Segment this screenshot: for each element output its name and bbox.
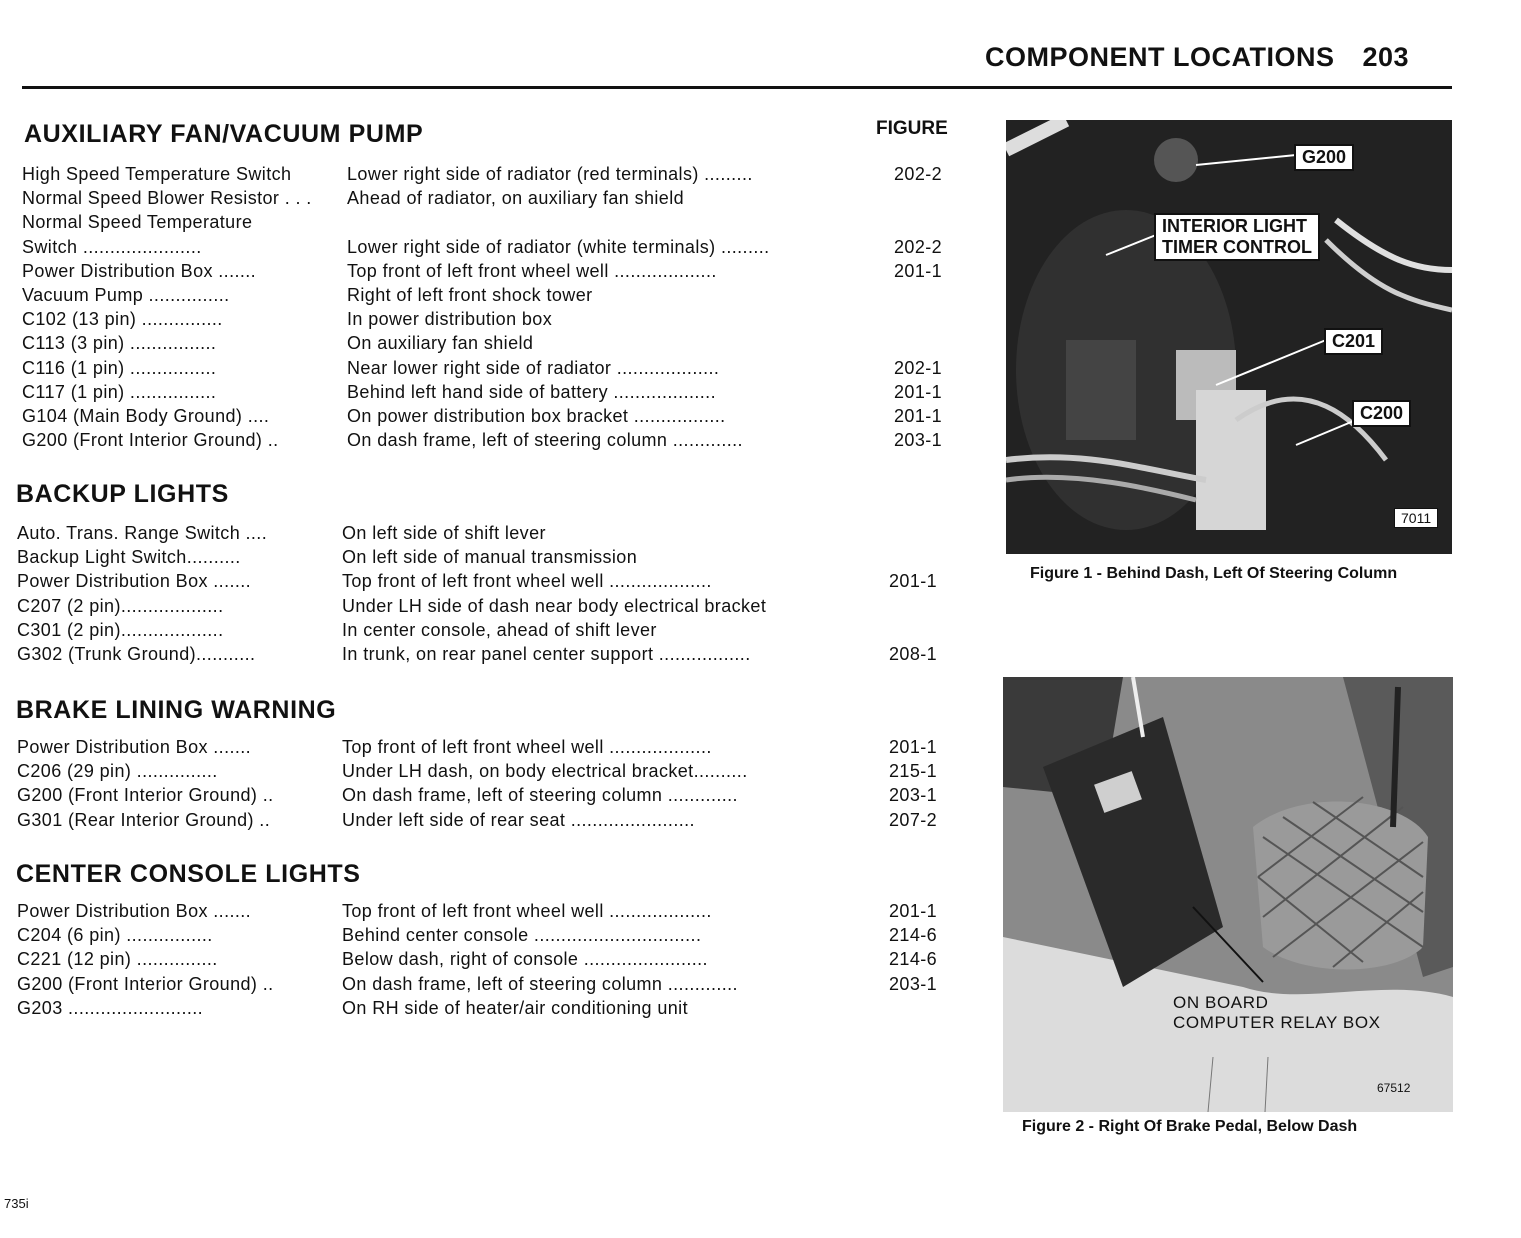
component-name: G200 (Front Interior Ground) .. (17, 785, 274, 806)
component-location: Ahead of radiator, on auxiliary fan shield (347, 188, 685, 209)
component-name: C301 (2 pin)................... (17, 619, 224, 640)
page-title: COMPONENT LOCATIONS (985, 42, 1335, 72)
figure-ref: 202-2 (894, 164, 943, 184)
component-location: On left side of manual transmission (342, 547, 638, 568)
component-location: Below dash, right of console ....................... (342, 949, 708, 970)
component-location: In power distribution box (347, 309, 553, 330)
component-location: On RH side of heater/air conditioning unit (342, 997, 688, 1018)
callout-computer-relay-box-line2: COMPUTER RELAY BOX (1173, 1013, 1381, 1032)
component-location: On left side of shift lever (342, 523, 546, 543)
component-location: Under left side of rear seat ....................... (342, 809, 695, 830)
component-name: Switch ...................... (22, 236, 202, 257)
table-row (17, 759, 957, 783)
callout-computer-relay-box (1173, 993, 1381, 1033)
component-location: Right of left front shock tower (347, 285, 593, 305)
table-row (22, 307, 962, 331)
table-row (17, 569, 957, 593)
callout-g200: G200 (1294, 144, 1354, 171)
callout-interior-light-line1: INTERIOR LIGHT (1162, 216, 1307, 236)
component-location: Top front of left front wheel well ................... (342, 571, 712, 592)
component-name: Backup Light Switch.......... (17, 547, 241, 568)
component-location: Behind center console ............................... (342, 925, 702, 946)
callout-c200: C200 (1352, 400, 1411, 427)
component-location: On dash frame, left of steering column ............. (347, 430, 743, 451)
figure-ref: 214-6 (889, 949, 938, 970)
table-row (22, 235, 962, 259)
header-rule (22, 86, 1452, 89)
figure-2-photo (1003, 677, 1453, 1112)
table-row (17, 642, 957, 666)
component-name: C116 (1 pin) ................ (22, 357, 217, 378)
table-row (22, 331, 962, 355)
component-location: On power distribution box bracket ................. (347, 406, 726, 426)
component-name: C102 (13 pin) ............... (22, 309, 223, 330)
component-location: Top front of left front wheel well ................... (347, 260, 717, 281)
component-location: Top front of left front wheel well ................... (342, 737, 712, 757)
table-row (22, 356, 962, 380)
figure-ref: 214-6 (889, 925, 938, 946)
table-row (17, 972, 957, 996)
figure-ref: 201-1 (889, 737, 938, 757)
table-row (22, 259, 962, 283)
component-name: Power Distribution Box ....... (22, 260, 257, 281)
page-header (985, 42, 1409, 73)
figure-ref: 202-1 (894, 357, 943, 378)
component-location: Top front of left front wheel well ................... (342, 901, 712, 921)
component-location: Under LH side of dash near body electrical bracket (342, 595, 767, 616)
component-location: Under LH dash, on body electrical bracket.......... (342, 761, 748, 782)
table-row (17, 808, 957, 832)
component-name: Auto. Trans. Range Switch .... (17, 523, 268, 543)
section-title-center-console: CENTER CONSOLE LIGHTS (16, 860, 361, 888)
component-name: C206 (29 pin) ............... (17, 761, 218, 782)
figure-ref: 201-1 (894, 260, 943, 281)
table-row (22, 404, 962, 428)
section-title-auxiliary-fan: AUXILIARY FAN/VACUUM PUMP (24, 120, 424, 148)
table-row (17, 923, 957, 947)
figure-1-caption: Figure 1 - Behind Dash, Left Of Steering Column (1030, 565, 1398, 582)
table-row (17, 618, 957, 642)
figure-ref: 202-2 (894, 236, 943, 257)
table-row (17, 521, 957, 545)
figure-ref: 215-1 (889, 761, 938, 782)
component-location: In center console, ahead of shift lever (342, 619, 657, 640)
page-number: 203 (1362, 42, 1410, 72)
component-location: Lower right side of radiator (white terminals) ......... (347, 236, 770, 257)
component-name: G200 (Front Interior Ground) .. (22, 430, 279, 451)
figure-1-photo (1006, 120, 1452, 554)
callout-c201: C201 (1324, 328, 1383, 355)
figure-2-caption: Figure 2 - Right Of Brake Pedal, Below Dash (1022, 1118, 1358, 1135)
table-row (17, 783, 957, 807)
figure-ref: 201-1 (894, 406, 943, 426)
figure-ref: 203-1 (889, 973, 938, 994)
figure-ref: 201-1 (894, 381, 943, 402)
callout-interior-light (1154, 213, 1320, 261)
table-row (22, 283, 962, 307)
component-name: G203 ......................... (17, 997, 204, 1018)
table-row (17, 545, 957, 569)
table-row (22, 428, 962, 452)
table-row (22, 380, 962, 404)
component-name: G301 (Rear Interior Ground) .. (17, 809, 271, 830)
component-name: C221 (12 pin) ............... (17, 949, 218, 970)
component-location: Lower right side of radiator (red terminals) ......... (347, 164, 753, 184)
figure-ref: 201-1 (889, 901, 938, 921)
table-row (17, 947, 957, 971)
component-name: C207 (2 pin)................... (17, 595, 224, 616)
callout-computer-relay-box-line1: ON BOARD (1173, 993, 1269, 1012)
component-name: G104 (Main Body Ground) .... (22, 406, 270, 426)
component-location: On dash frame, left of steering column ............. (342, 785, 738, 806)
table-row (22, 186, 962, 210)
component-name: High Speed Temperature Switch (22, 164, 292, 184)
component-name: Normal Speed Blower Resistor . . . (22, 188, 312, 209)
section-title-brake-lining: BRAKE LINING WARNING (16, 696, 337, 724)
component-name: Vacuum Pump ............... (22, 285, 230, 305)
table-row (17, 735, 957, 759)
component-name: Normal Speed Temperature (22, 212, 253, 233)
component-name: Power Distribution Box ....... (17, 737, 252, 757)
table-row (17, 996, 957, 1020)
figure-column-label: FIGURE (876, 118, 948, 139)
photo-number-67512: 67512 (1377, 1081, 1411, 1095)
component-location: In trunk, on rear panel center support ................. (342, 644, 751, 664)
table-row (22, 162, 962, 186)
figure-ref: 201-1 (889, 571, 938, 592)
table-row (17, 899, 957, 923)
component-name: Power Distribution Box ....... (17, 571, 252, 592)
component-name: G302 (Trunk Ground)........... (17, 644, 256, 664)
component-name: Power Distribution Box ....... (17, 901, 252, 921)
component-location: Near lower right side of radiator ................... (347, 357, 720, 378)
figure-ref: 203-1 (889, 785, 938, 806)
figure-ref: 207-2 (889, 809, 938, 830)
table-row (17, 594, 957, 618)
callout-interior-light-line2: TIMER CONTROL (1162, 237, 1312, 257)
figure-ref: 203-1 (894, 430, 943, 451)
component-name: G200 (Front Interior Ground) .. (17, 973, 274, 994)
component-location: On auxiliary fan shield (347, 333, 534, 354)
component-name: C117 (1 pin) ................ (22, 381, 217, 402)
figure-ref: 208-1 (889, 644, 938, 664)
section-title-backup-lights: BACKUP LIGHTS (16, 480, 229, 508)
photo-number-7011: 7011 (1394, 508, 1438, 528)
model-footer: 735i (4, 1196, 29, 1211)
component-location: Behind left hand side of battery ................... (347, 381, 716, 402)
component-name: C113 (3 pin) ................ (22, 333, 217, 354)
component-location: On dash frame, left of steering column ............. (342, 973, 738, 994)
table-row (22, 210, 962, 234)
component-name: C204 (6 pin) ................ (17, 925, 213, 946)
